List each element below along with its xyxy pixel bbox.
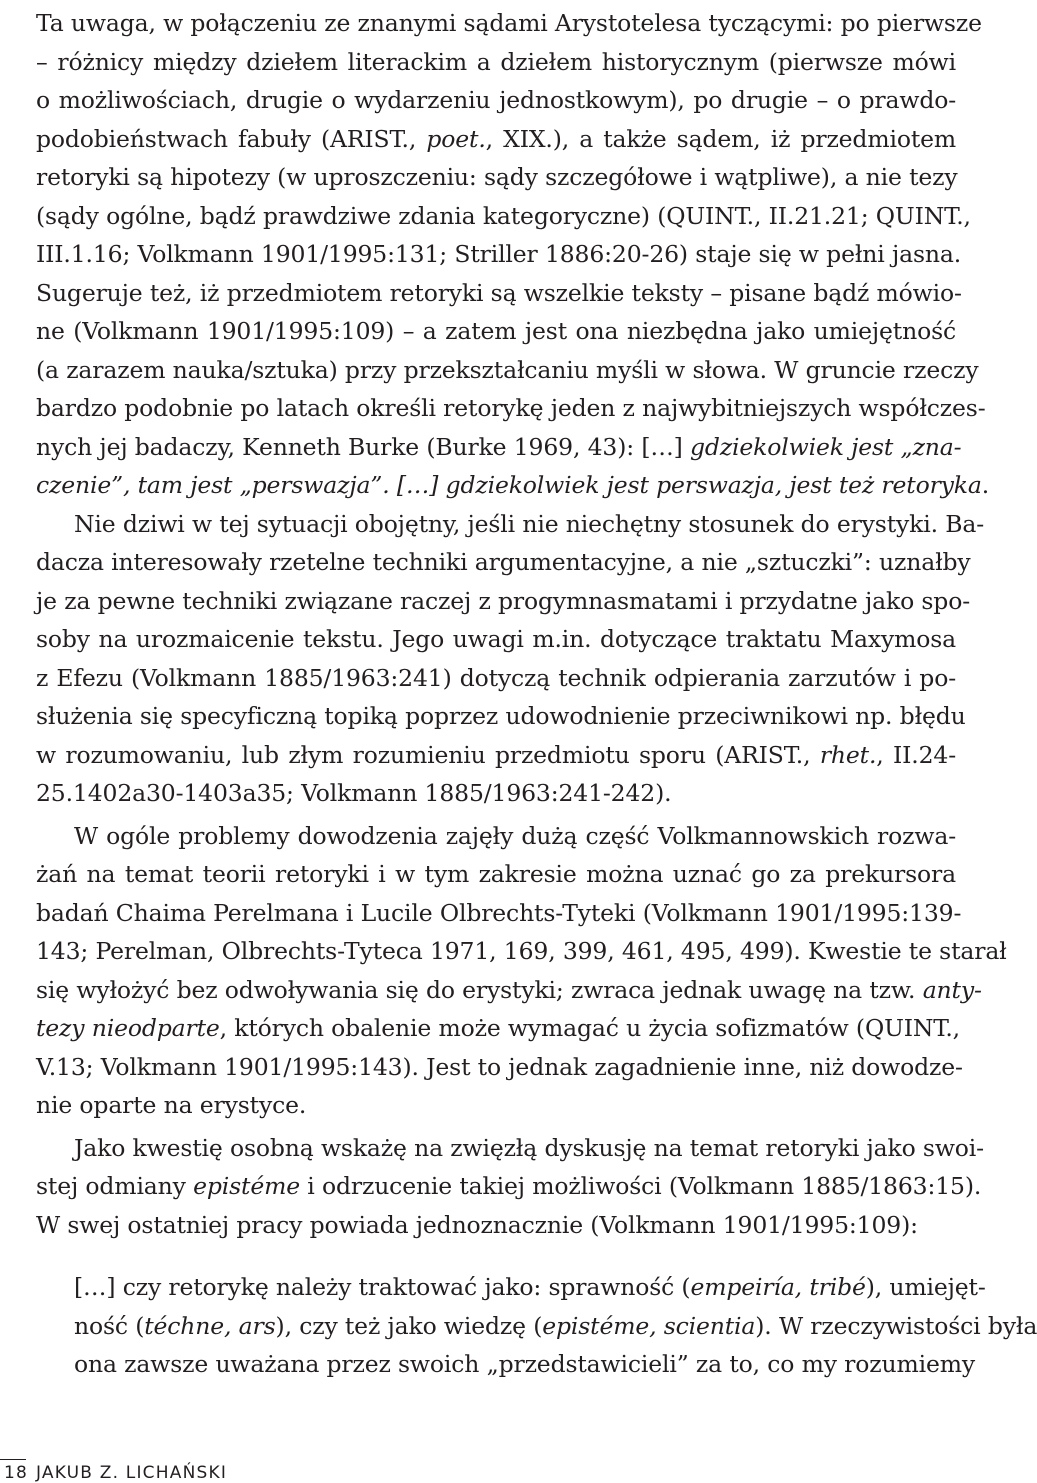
- text-segment: w rozumowaniu, lub złym rozumieniu przedmiotu sporu (ARIST.,: [36, 740, 820, 769]
- text-line: [36, 1086, 956, 1125]
- text-line: [36, 817, 956, 856]
- text-segment: ona zawsze uważana przez swoich „przedstawicieli” za to, co my rozumiemy: [74, 1350, 975, 1378]
- text-line: [36, 1167, 982, 1206]
- text-segment: służenia się specyficzną topiką poprzez udowodnienie przeciwnikowi np. błędu: [36, 702, 966, 730]
- text-segment: V.13; Volkmann 1901/1995:143). Jest to jednak zagadnienie inne, niż dowodze-: [36, 1052, 963, 1081]
- text-segment: bardzo podobnie po latach określi retorykę jeden z najwybitniejszych współczes-: [36, 394, 986, 422]
- text-segment: je za pewne techniki związane raczej z progymnasmatami i przydatne jako spo-: [36, 586, 970, 615]
- text-line: [36, 736, 956, 775]
- text-segment: ne (Volkmann 1901/1995:109) – a zatem jest ona niezbędna jako umiejętność: [36, 317, 956, 345]
- text-segment: ). W rzeczywistości była: [755, 1311, 1037, 1340]
- text-segment: Ta uwaga, w połączeniu ze znanymi sądami Arystotelesa tyczącymi: po pierwsze: [36, 9, 982, 37]
- text-segment: , których obalenie może wymagać u życia sofizmatów (QUINT.,: [219, 1014, 960, 1042]
- text-line: [36, 274, 962, 313]
- text-segment: nie oparte na erystyce.: [36, 1091, 307, 1119]
- quote-line: [74, 1268, 986, 1307]
- text-segment: badań Chaima Perelmana i Lucile Olbrechts-Tyteki (Volkmann 1901/1995:139-: [36, 898, 962, 927]
- text-line: [36, 4, 982, 43]
- text-line: [36, 428, 962, 467]
- text-line: [36, 120, 956, 159]
- italic-segment: epistéme: [193, 1172, 300, 1200]
- italic-segment: poet.: [426, 124, 486, 153]
- text-line: [36, 894, 962, 933]
- text-segment: stej odmiany: [36, 1172, 194, 1200]
- text-segment: z Efezu (Volkmann 1885/1963:241) dotyczą technik odpierania zarzutów i po-: [36, 663, 956, 692]
- text-segment: , II.24-: [876, 740, 956, 769]
- text-line: [36, 582, 970, 621]
- text-line: [36, 697, 966, 736]
- text-line: [36, 158, 956, 197]
- text-segment: W ogóle problemy dowodzenia zajęły dużą część Volkmannowskich rozwa-: [74, 821, 956, 850]
- text-segment: W swej ostatniej pracy powiada jednoznacznie (Volkmann 1901/1995:109):: [36, 1210, 918, 1239]
- italic-segment: gdziekolwiek jest „zna-: [690, 432, 962, 461]
- italic-segment: rhet.: [819, 740, 877, 769]
- text-line: [36, 505, 984, 544]
- text-segment: i odrzucenie takiej możliwości (Volkmann 1885/1863:15).: [299, 1172, 982, 1200]
- text-segment: nych jej badaczy, Kenneth Burke (Burke 1969, 43): […]: [36, 432, 691, 461]
- text-line: [36, 1129, 984, 1168]
- text-line: [36, 466, 990, 505]
- text-line: [36, 1048, 963, 1087]
- text-line: [36, 659, 956, 698]
- text-segment: 143; Perelman, Olbrechts-Tyteca 1971, 169, 399, 461, 495, 499). Kwestie te starał: [36, 937, 1007, 965]
- text-line: [36, 197, 971, 236]
- text-line: [36, 351, 979, 390]
- italic-segment: epistéme, scientia: [542, 1311, 756, 1340]
- italic-segment: tezy nieodparte: [36, 1014, 220, 1042]
- text-segment: o możliwościach, drugie o wydarzeniu jednostkowym), po drugie – o prawdo-: [36, 86, 956, 114]
- text-segment: żań na temat teorii retoryki i w tym zakresie można uznać go za prekursora: [36, 860, 956, 888]
- text-segment: ), czy też jako wiedzę (: [275, 1311, 543, 1340]
- text-segment: Nie dziwi w tej sytuacji obojętny, jeśli nie niechętny stosunek do erystyki. Ba-: [74, 509, 984, 538]
- text-segment: .: [981, 471, 990, 499]
- text-line: [36, 932, 1007, 971]
- text-segment: retoryki są hipotezy (w uproszczeniu: sądy szczegółowe i wątpliwe), a nie tezy: [36, 163, 958, 191]
- text-line: [36, 81, 956, 120]
- text-segment: Sugeruje też, iż przedmiotem retoryki są wszelkie teksty – pisane bądź mówio-: [36, 278, 962, 307]
- text-line: [36, 855, 956, 894]
- text-line: [36, 774, 956, 813]
- text-line: [36, 312, 956, 351]
- running-author: JAKUB Z. LICHAŃSKI: [36, 1463, 228, 1483]
- text-segment: Jako kwestię osobną wskażę na zwięzłą dyskusję na temat retoryki jako swoi-: [74, 1133, 984, 1162]
- text-line: [36, 971, 982, 1010]
- quote-line: [74, 1345, 975, 1384]
- text-segment: ność (: [74, 1311, 145, 1340]
- text-segment: – różnicy między dziełem literackim a dziełem historycznym (pierwsze mówi: [36, 47, 956, 76]
- italic-segment: empeiría, tribé: [690, 1273, 866, 1301]
- text-segment: (a zarazem nauka/sztuka) przy przekształcaniu myśli w słowa. W gruncie rzeczy: [36, 355, 979, 384]
- block-quote: [74, 1268, 1037, 1384]
- text-line: [36, 1206, 956, 1245]
- italic-segment: anty-: [922, 975, 982, 1004]
- text-segment: III.1.16; Volkmann 1901/1995:131; Striller 1886:20-26) staje się w pełni jasna.: [36, 240, 962, 268]
- text-line: [36, 1009, 960, 1048]
- italic-segment: czenie”, tam jest „perswazja”. […] gdziekolwiek jest perswazja, jest też retoryka: [36, 471, 982, 499]
- text-segment: się wyłożyć bez odwoływania się do erystyki; zwraca jednak uwagę na tzw.: [36, 975, 923, 1004]
- text-line: [36, 543, 971, 582]
- text-segment: ), umiejęt-: [865, 1273, 986, 1301]
- text-segment: soby na urozmaicenie tekstu. Jego uwagi m.in. dotyczące traktatu Maxymosa: [36, 625, 956, 653]
- page-number: 18: [4, 1463, 29, 1483]
- text-line: [36, 43, 956, 82]
- text-segment: , XIX.), a także sądem, iż przedmiotem: [485, 124, 957, 153]
- text-segment: podobieństwach fabuły (ARIST.,: [36, 124, 427, 153]
- text-line: [36, 389, 986, 428]
- text-segment: (sądy ogólne, bądź prawdziwe zdania kategoryczne) (QUINT., II.21.21; QUINT.,: [36, 201, 971, 230]
- italic-segment: téchne, ars: [144, 1311, 276, 1340]
- text-segment: […] czy retorykę należy traktować jako: sprawność (: [74, 1273, 691, 1301]
- footer-rule: [0, 1459, 26, 1460]
- main-text: [36, 4, 1007, 1244]
- text-segment: 25.1402a30-1403a35; Volkmann 1885/1963:241-242).: [36, 779, 672, 807]
- text-line: [36, 620, 956, 659]
- text-line: [36, 235, 962, 274]
- quote-line: [74, 1307, 1037, 1346]
- text-segment: dacza interesowały rzetelne techniki argumentacyjne, a nie „sztuczki”: uznałby: [36, 548, 971, 576]
